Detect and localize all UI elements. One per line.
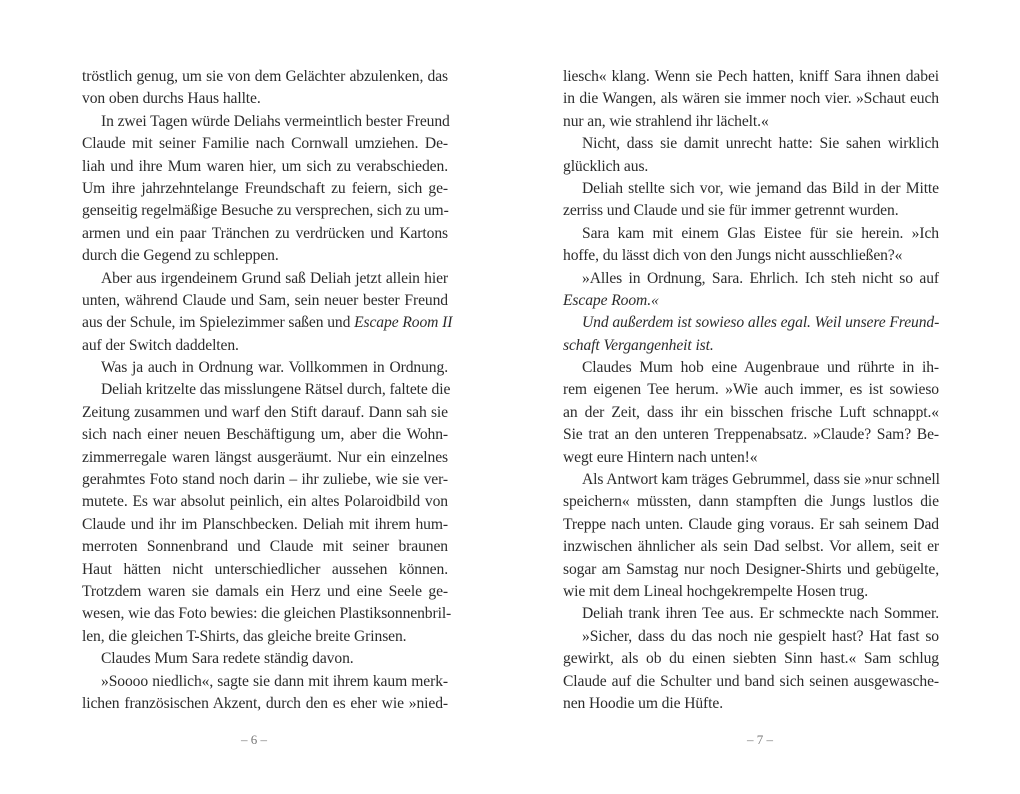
italic-text-run: Escape Room.« <box>563 291 659 309</box>
italic-text-run: Und außerdem ist sowieso alles egal. Weil unsere Freund- <box>582 314 940 332</box>
text-line <box>563 156 939 178</box>
text-run: Claude auf die Schulter und band sich seinen ausgewasche- <box>563 672 939 690</box>
text-run: Claudes Mum Sara redete ständig davon. <box>101 650 354 668</box>
text-run: in die Wangen, als wären sie immer noch vier. »Schaut euch <box>563 90 939 108</box>
text-line <box>82 268 448 290</box>
text-run: tröstlich genug, um sie von dem Gelächter abzulenken, das <box>82 68 448 85</box>
text-run: nur an, wie strahlend ihr lächelt.« <box>563 112 769 130</box>
text-line <box>563 469 939 491</box>
italic-text-run: Escape Room II <box>354 314 453 332</box>
text-line <box>563 603 939 625</box>
text-run: Sie trat an den unteren Treppenabsatz. »Claude? Sam? Be- <box>563 426 939 444</box>
text-line <box>563 447 939 469</box>
text-run: Claude mit seiner Familie nach Cornwall umziehen. De- <box>82 135 448 153</box>
text-run: an der Zeit, dass ihr ein bisschen frische Luft schnappt.« <box>563 403 939 421</box>
text-run: merroten Sonnenbrand und Claude mit seiner braunen <box>82 538 448 556</box>
text-line <box>82 245 448 267</box>
text-run: liesch« klang. Wenn sie Pech hatten, kniff Sara ihnen dabei <box>563 68 939 85</box>
text-line <box>563 111 939 133</box>
text-line <box>82 536 448 558</box>
text-run: len, die gleichen T-Shirts, das gleiche breite Grinsen. <box>82 627 407 645</box>
text-line <box>82 200 448 222</box>
text-run: »Soooo niedlich«, sagte sie dann mit ihrem kaum merk- <box>101 672 448 690</box>
text-line <box>82 156 448 178</box>
text-line <box>82 424 448 446</box>
text-run: Als Antwort kam träges Gebrummel, dass sie »nur schnell <box>582 471 940 489</box>
page-number-right: – 7 – <box>747 732 773 747</box>
text-run: Treppe nach unten. Claude ging voraus. Er sah seinem Dad <box>563 515 939 533</box>
text-line <box>82 469 448 491</box>
text-run: Sara kam mit einem Glas Eistee für sie herein. »Ich <box>582 224 939 242</box>
text-line <box>563 178 939 200</box>
text-line <box>563 491 939 513</box>
text-run: nen Hoodie um die Hüfte. <box>563 694 723 712</box>
text-run: speichern« müssten, dann stampften die Jungs lustlos die <box>563 493 939 511</box>
text-run: armen und ein paar Tränchen zu verdrücken und Kartons <box>82 224 448 242</box>
text-line <box>563 133 939 155</box>
text-run: Trotzdem waren sie damals ein Herz und eine Seele ge- <box>82 582 448 600</box>
text-line <box>563 200 939 222</box>
text-run: »Alles in Ordnung, Sara. Ehrlich. Ich steh nicht so auf <box>582 269 939 287</box>
text-line <box>563 312 939 334</box>
text-line <box>563 559 939 581</box>
text-line <box>563 223 939 245</box>
text-line <box>82 111 448 133</box>
text-run: Aber aus irgendeinem Grund saß Deliah jetzt allein hier <box>101 269 448 287</box>
text-line <box>82 693 448 715</box>
text-line <box>563 335 939 357</box>
text-line <box>82 290 448 312</box>
left-page <box>82 66 453 715</box>
text-run: gewirkt, als ob du einen siebten Sinn hast.« Sam schlug <box>563 650 939 668</box>
text-line <box>82 491 448 513</box>
text-line <box>563 66 939 88</box>
text-run: wie mit dem Lineal hochgekrempelte Hosen trug. <box>563 582 869 600</box>
text-run: mutete. Es war absolut peinlich, ein altes Polaroidbild von <box>82 493 448 511</box>
text-run: Deliah kritzelte das misslungene Rätsel durch, faltete die <box>101 381 451 399</box>
text-run: Deliah stellte sich vor, wie jemand das Bild in der Mitte <box>582 179 939 197</box>
text-line <box>82 335 448 357</box>
text-run: glücklich aus. <box>563 157 649 175</box>
text-run: Claudes Mum hob eine Augenbraue und rührte in ih- <box>582 359 939 377</box>
text-line <box>82 223 448 245</box>
text-line <box>82 178 448 200</box>
text-run: liah und ihre Mum waren hier, um sich zu verabschieden. <box>82 157 448 175</box>
text-run: sich nach einer neuen Beschäftigung um, aber die Wohn- <box>82 426 448 444</box>
text-line <box>82 312 453 334</box>
text-run: wesen, wie das Foto bewies: die gleichen Plastiksonnenbril- <box>82 605 452 623</box>
text-line <box>563 290 939 312</box>
text-run: Deliah trank ihren Tee aus. Er schmeckte nach Sommer. <box>582 605 939 623</box>
text-run: unten, während Claude und Sam, sein neuer bester Freund <box>82 291 448 309</box>
text-run: In zwei Tagen würde Deliahs vermeintlich bester Freund <box>101 112 450 130</box>
text-line <box>82 66 448 88</box>
text-run: inzwischen ähnlicher als sein Dad selbst. Vor allem, seit er <box>563 538 939 556</box>
text-line <box>82 559 448 581</box>
text-line <box>563 379 939 401</box>
text-line <box>563 671 939 693</box>
text-run: auf der Switch daddelten. <box>82 336 239 354</box>
text-line <box>82 133 448 155</box>
text-line <box>82 648 448 670</box>
text-run: wegt eure Hintern nach unten!« <box>563 448 758 466</box>
right-page <box>563 66 939 715</box>
text-line <box>82 671 448 693</box>
text-line <box>82 357 448 379</box>
text-line <box>563 648 939 670</box>
text-line <box>563 268 939 290</box>
text-run: genseitig regelmäßige Besuche zu versprechen, sich zu um- <box>82 202 449 220</box>
text-line <box>82 379 451 401</box>
text-run: zimmerregale waren längst ausgeräumt. Nur ein einzelnes <box>82 448 448 466</box>
text-line <box>563 424 939 446</box>
text-line <box>563 402 939 424</box>
text-line <box>82 581 448 603</box>
text-run: »Sicher, dass du das noch nie gespielt hast? Hat fast so <box>582 627 939 645</box>
text-line <box>82 626 448 648</box>
text-run: gerahmtes Foto stand noch darin – ihr zuliebe, wie sie ver- <box>82 471 448 489</box>
text-run: lichen französischen Akzent, durch den es eher wie »nied- <box>82 694 448 712</box>
text-run: Haut hätten nicht unterschiedlicher aussehen können. <box>82 560 448 578</box>
text-run: Was ja auch in Ordnung war. Vollkommen in Ordnung. <box>101 359 448 377</box>
text-line <box>82 402 448 424</box>
text-run: rem eigenen Tee herum. »Wie auch immer, es ist sowieso <box>563 381 939 399</box>
text-run: Zeitung zusammen und warf den Stift darauf. Dann sah sie <box>82 403 448 421</box>
text-line <box>563 626 939 648</box>
text-line <box>82 603 452 625</box>
text-line <box>563 245 939 267</box>
text-run: Nicht, dass sie damit unrecht hatte: Sie sahen wirklich <box>582 135 939 153</box>
text-line <box>563 88 939 110</box>
text-run: Claude und ihr im Planschbecken. Deliah mit ihrem hum- <box>82 515 448 533</box>
text-run: sogar am Samstag nur noch Designer-Shirts und gebügelte, <box>563 560 939 578</box>
italic-text-run: schaft Vergangenheit ist. <box>563 336 714 354</box>
page-number-left: – 6 – <box>241 732 267 747</box>
text-line <box>563 693 939 715</box>
text-run: durch die Gegend zu schleppen. <box>82 247 279 265</box>
text-line <box>563 581 939 603</box>
text-run: zerriss und Claude und sie für immer getrennt wurden. <box>563 202 899 220</box>
text-line <box>563 536 939 558</box>
text-line <box>82 514 448 536</box>
text-line <box>563 357 939 379</box>
text-line <box>82 447 448 469</box>
text-run: von oben durchs Haus hallte. <box>82 90 261 108</box>
text-line <box>82 88 448 110</box>
text-line <box>563 514 939 536</box>
text-run: aus der Schule, im Spielezimmer saßen und <box>82 314 355 332</box>
text-run: Um ihre jahrzehntelange Freundschaft zu feiern, sich ge- <box>82 179 448 197</box>
text-run: hoffe, du lässt dich von den Jungs nicht ausschließen?« <box>563 247 903 265</box>
